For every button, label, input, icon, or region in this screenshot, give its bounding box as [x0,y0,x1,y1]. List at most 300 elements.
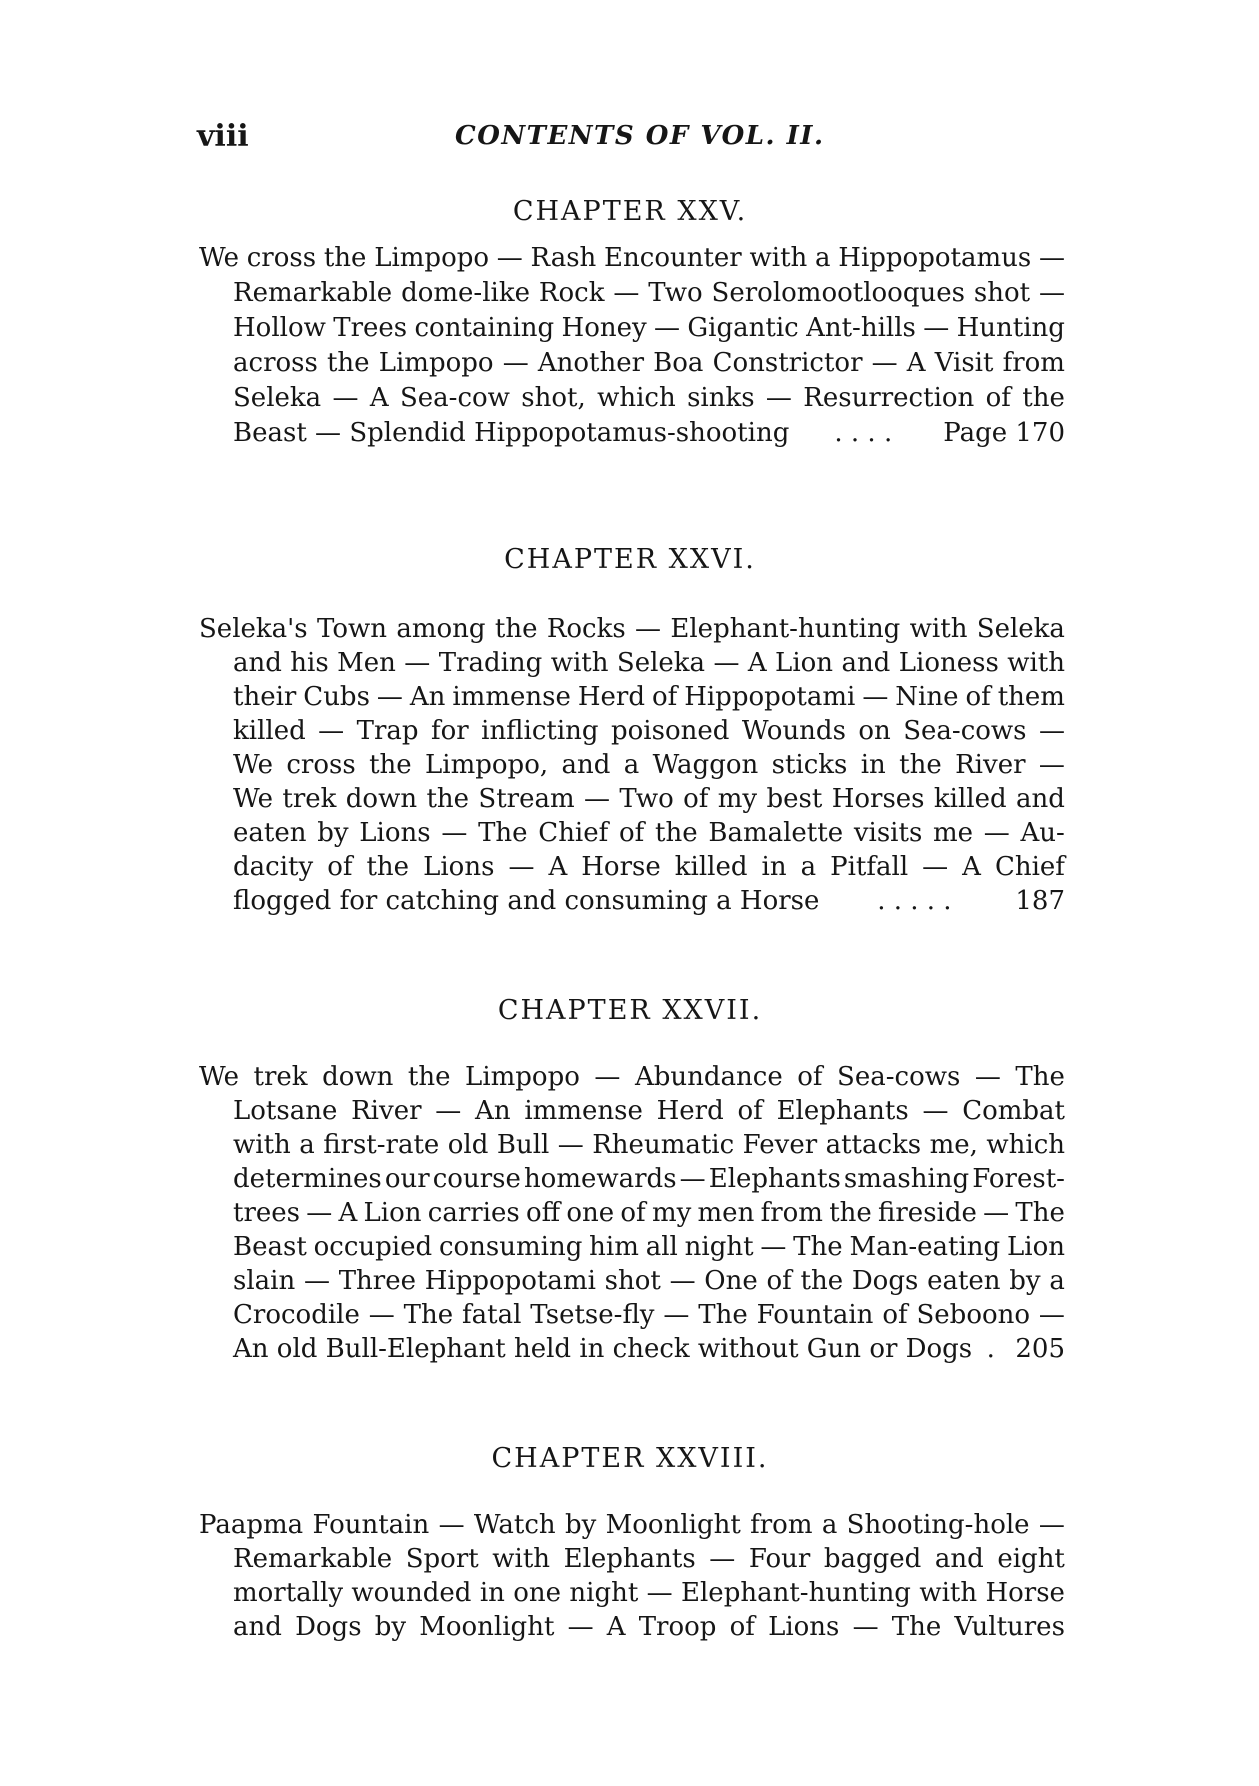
word: of [965,682,991,712]
word: Elephants [708,1164,841,1194]
word: — [306,1198,333,1228]
word: Elephants [563,1544,696,1574]
chapter-heading: CHAPTER XXVIII. [491,1443,769,1474]
word: Limpopo, [425,750,549,780]
word: Waggon [652,750,759,780]
word: from [1002,348,1065,378]
word: Chief [994,852,1065,882]
word: the [323,243,367,273]
word: The [891,1612,942,1642]
word: inflicting [481,716,599,746]
word: Seboono [916,1300,1031,1330]
word: — [502,348,529,378]
word: containing [414,313,555,343]
word: dome-like [401,278,530,308]
word: Herd [577,682,645,712]
summary-line [233,381,1065,416]
word: visits [853,818,923,848]
word: A [606,1612,626,1642]
word: Resurrection [803,383,975,413]
word: Wounds [741,716,846,746]
word: The [793,1232,843,1262]
word: We [199,243,239,273]
chapter-heading: CHAPTER XXV. [512,196,748,227]
page-header [197,119,1063,159]
word: — [376,682,403,712]
word: — [922,1096,949,1126]
word: of [766,1266,792,1296]
word: Boa [653,348,704,378]
word: fireside [878,1198,977,1228]
summary-line [233,1542,1065,1577]
word: the [494,614,538,644]
word: on [858,716,891,746]
word: with [492,1544,551,1574]
word: a [800,852,817,882]
word: Forest- [972,1164,1065,1194]
leader-dots: . [986,1334,995,1364]
word: my [717,784,758,814]
word: in [479,1578,505,1608]
word: shot [973,278,1031,308]
word: trees [233,1198,300,1228]
word: An [475,1096,511,1126]
word: — [303,1266,330,1296]
summary-line [233,276,1065,311]
word: with [550,648,609,678]
word: Lion [363,1198,422,1228]
word: of [882,1300,908,1330]
summary-line: Beast — Splendid Hippopotamus-shooting . . . . Page 170 [233,416,1065,451]
word: — [1039,278,1065,308]
word: Elephants [776,1096,909,1126]
word: the [426,784,470,814]
chapter-heading: CHAPTER XXVI. [504,544,756,575]
word: Watch [473,1510,556,1540]
word: dacity [233,852,314,882]
word: Hippopotami [424,1266,596,1296]
word: — [760,1232,787,1262]
summary-line [199,612,1065,647]
word: carries [427,1198,520,1228]
word: in [860,750,886,780]
word: him [589,1232,639,1262]
summary-line [233,1162,1065,1197]
summary-line [233,311,1065,346]
word: from [750,1510,813,1540]
word: Remarkable [233,1544,393,1574]
word: bagged [823,1544,922,1574]
word: cross [246,243,317,273]
word: Beast [233,1232,307,1262]
word: The [1015,1198,1065,1228]
word: a [821,1510,838,1540]
word: Au- [1020,818,1065,848]
word: — [1038,1300,1065,1330]
word: Sea-cows [837,1062,961,1092]
word: Three [338,1266,416,1296]
word: with [1007,648,1065,678]
summary-line [233,1298,1065,1333]
word: shot [604,1266,661,1296]
word: Another [537,348,645,378]
word: Vultures [954,1612,1065,1642]
word: trek [253,1062,308,1092]
word: River [351,1096,422,1126]
word: and [233,1612,282,1642]
summary-line [233,680,1065,715]
word: me, [929,1130,978,1160]
word: eight [997,1544,1065,1574]
word: eaten [927,1266,1001,1296]
word: of [683,784,709,814]
word: — [983,1198,1010,1228]
word: a [623,750,640,780]
word: men [697,1198,755,1228]
word: poisoned [611,716,730,746]
word: my [651,1198,692,1228]
word: best [766,784,823,814]
word: — [1038,243,1065,273]
word: homewards [523,1164,677,1194]
word: The [403,1300,454,1330]
word: Moonlight [605,1510,741,1540]
word: — [923,313,950,343]
word: wounded [351,1578,472,1608]
word: of [985,383,1011,413]
word: Elephant-hunting [681,1578,911,1608]
word: our [384,1164,430,1194]
summary-line: flogged for catching and consuming a Horse . . . . . 187 [233,884,1065,919]
summary-line [233,1094,1065,1129]
word: course [432,1164,521,1194]
summary-line [233,1230,1065,1265]
word: — [496,243,523,273]
summary-line [233,850,1065,885]
word: — [669,1266,696,1296]
summary-line [233,646,1065,681]
word: Moonlight [419,1612,555,1642]
word: Sea-cow [399,383,510,413]
word: Stream [478,784,575,814]
word: off [525,1198,561,1228]
word: one [513,1578,562,1608]
summary-line [233,1128,1065,1163]
word: Horses [831,784,925,814]
summary-line [233,346,1065,381]
word: — [441,818,468,848]
word: killed [674,852,748,882]
word: Seleka [616,648,706,678]
word: night [684,1232,754,1262]
word: Seleka's [199,614,308,644]
word: — [332,383,359,413]
word: Serolomootlooques [711,278,965,308]
word: — [974,1062,1001,1092]
word: of [797,1062,823,1092]
word: determines [233,1164,382,1194]
word: their [233,682,297,712]
word: We [199,1062,239,1092]
word: Lions [423,852,495,882]
word: the [407,1062,451,1092]
word: — [567,1612,594,1642]
word: Rheumatic [592,1130,735,1160]
word: Two [648,278,703,308]
word: Limpopo [465,1062,580,1092]
page-number: viii [197,119,249,154]
word: Hippopotami [684,682,856,712]
word: — [1038,1510,1065,1540]
word: One [704,1266,758,1296]
summary-line [233,714,1065,749]
word: old [447,1130,489,1160]
word: of [729,1612,755,1642]
word: Sport [405,1544,479,1574]
word: night [569,1578,639,1608]
word: — [404,648,431,678]
word: — [709,1544,736,1574]
word: first-rate [323,1130,440,1160]
word: and [561,750,611,780]
word: Four [748,1544,811,1574]
word: with [919,1578,978,1608]
word: — [654,313,681,343]
word: the [326,348,370,378]
word: A [962,852,981,882]
word: slain [233,1266,296,1296]
word: — [646,1578,673,1608]
leader-dots: . . . . . [877,886,952,916]
word: one [566,1198,615,1228]
word: of [737,1096,763,1126]
page-reference: 187 [1015,886,1065,916]
word: and [233,648,282,678]
word: his [290,648,329,678]
word: — [508,852,535,882]
word: the [369,750,412,780]
word: The [698,1300,748,1330]
word: Seleka [976,614,1065,644]
word: Rock [538,278,605,308]
word: of [327,852,353,882]
word: Fountain [312,1510,430,1540]
word: — [1038,750,1065,780]
word: Fever [742,1130,818,1160]
word: Crocodile [233,1300,360,1330]
word: Herd [656,1096,724,1126]
word: Lotsane [233,1096,338,1126]
word: A [338,1198,358,1228]
word: a [1049,1266,1065,1296]
word: which [597,383,676,413]
word: — [713,648,740,678]
word: mortally [233,1578,344,1608]
word: Visit [934,348,994,378]
word: of [619,818,645,848]
word: Seleka [233,383,322,413]
word: by [317,818,349,848]
word: Rocks [546,614,626,644]
word: We [233,750,273,780]
word: Trap [356,716,419,746]
word: and [1016,784,1065,814]
word: with [749,243,808,273]
word: — [852,1612,879,1642]
word: — [922,852,949,882]
word: killed [233,716,306,746]
word: which [986,1130,1065,1160]
word: Remarkable [233,278,393,308]
word: Shooting-hole [846,1510,1030,1540]
word: attacks [825,1130,922,1160]
word: Chief [538,818,609,848]
word: the [800,1266,844,1296]
word: A [747,648,767,678]
word: — [679,1164,706,1194]
word: the [655,818,698,848]
word: with [233,1130,291,1160]
page-reference: Page 170 [943,418,1065,448]
word: Trees [333,313,408,343]
word: Men [337,648,396,678]
word: Lioness [898,648,999,678]
word: of [651,682,678,712]
word: immense [524,1096,643,1126]
word: — [557,1130,584,1160]
word: Limpopo [378,348,494,378]
summary-line [233,1196,1065,1231]
word: the [899,750,942,780]
word: of [620,1198,646,1228]
word: Tsetse-fly [530,1300,655,1330]
summary-line [233,748,1065,783]
word: from [760,1198,823,1228]
summary-line [199,1508,1065,1543]
word: Fountain [756,1300,874,1330]
word: Limpopo [374,243,490,273]
word: among [396,614,486,644]
word: Ant-hills [806,313,916,343]
word: Hippopotamus [838,243,1032,273]
word: Man-eating [849,1232,1001,1262]
summary-line [233,816,1065,851]
word: Sea-cows [903,716,1027,746]
word: Two [619,784,674,814]
word: Cubs [303,682,370,712]
word: by [1009,1266,1041,1296]
word: Town [317,614,387,644]
summary-line [233,1610,1065,1645]
word: Hunting [956,313,1065,343]
summary-line [233,1264,1065,1299]
word: Horse [985,1578,1065,1608]
summary-line [233,1576,1065,1611]
word: Bull [496,1130,550,1160]
word: A [548,852,568,882]
page-reference: 205 [1015,1334,1065,1364]
word: Hollow [233,313,326,343]
summary-line [199,1060,1065,1095]
word: fatal [462,1300,522,1330]
word: Bamalette [708,818,844,848]
word: — [862,682,889,712]
word: eaten [233,818,307,848]
word: — [584,784,611,814]
word: — [613,278,640,308]
word: A [906,348,926,378]
word: sinks [687,383,755,413]
word: Gigantic [687,313,799,343]
word: — [435,1096,462,1126]
word: — [438,1510,465,1540]
word: Nine [895,682,959,712]
word: An [409,682,446,712]
word: Lions [359,818,431,848]
word: — [663,1300,690,1330]
summary-line [199,241,1065,276]
word: Constrictor [712,348,863,378]
word: Paapma [199,1510,304,1540]
leader-dots: . . . . [834,418,893,448]
word: — [871,348,898,378]
word: the [366,852,410,882]
word: Encounter [604,243,742,273]
word: immense [452,682,571,712]
word: — [1038,716,1065,746]
word: Trading [438,648,543,678]
word: down [322,1062,394,1092]
word: by [374,1612,407,1642]
word: a [299,1130,315,1160]
word: across [233,348,318,378]
summary-line: An old Bull-Elephant held in check without Gun or Dogs . 205 [233,1332,1065,1367]
word: — [318,716,345,746]
word: cross [286,750,356,780]
chapter-heading: CHAPTER XXVII. [497,995,763,1026]
word: Lion [775,648,834,678]
word: The [1015,1062,1065,1092]
word: all [645,1232,678,1262]
word: Combat [962,1096,1065,1126]
word: trek [282,784,337,814]
word: River [955,750,1026,780]
word: Lion [1006,1232,1065,1262]
word: Troop [638,1612,717,1642]
word: — [765,383,792,413]
word: — [635,614,662,644]
word: sticks [771,750,848,780]
word: Horse [581,852,661,882]
word: and [934,1544,984,1574]
word: Elephant-hunting [670,614,901,644]
word: for [430,716,469,746]
summary-line [233,782,1065,817]
word: killed [933,784,1007,814]
word: smashing [843,1164,970,1194]
word: occupied [313,1232,433,1262]
word: Dogs [851,1266,919,1296]
word: Lions [768,1612,840,1642]
word: me [933,818,974,848]
word: down [345,784,418,814]
word: A [369,383,389,413]
word: consuming [438,1232,583,1262]
word: — [594,1062,621,1092]
word: Dogs [295,1612,362,1642]
word: with [909,614,968,644]
word: — [983,818,1010,848]
